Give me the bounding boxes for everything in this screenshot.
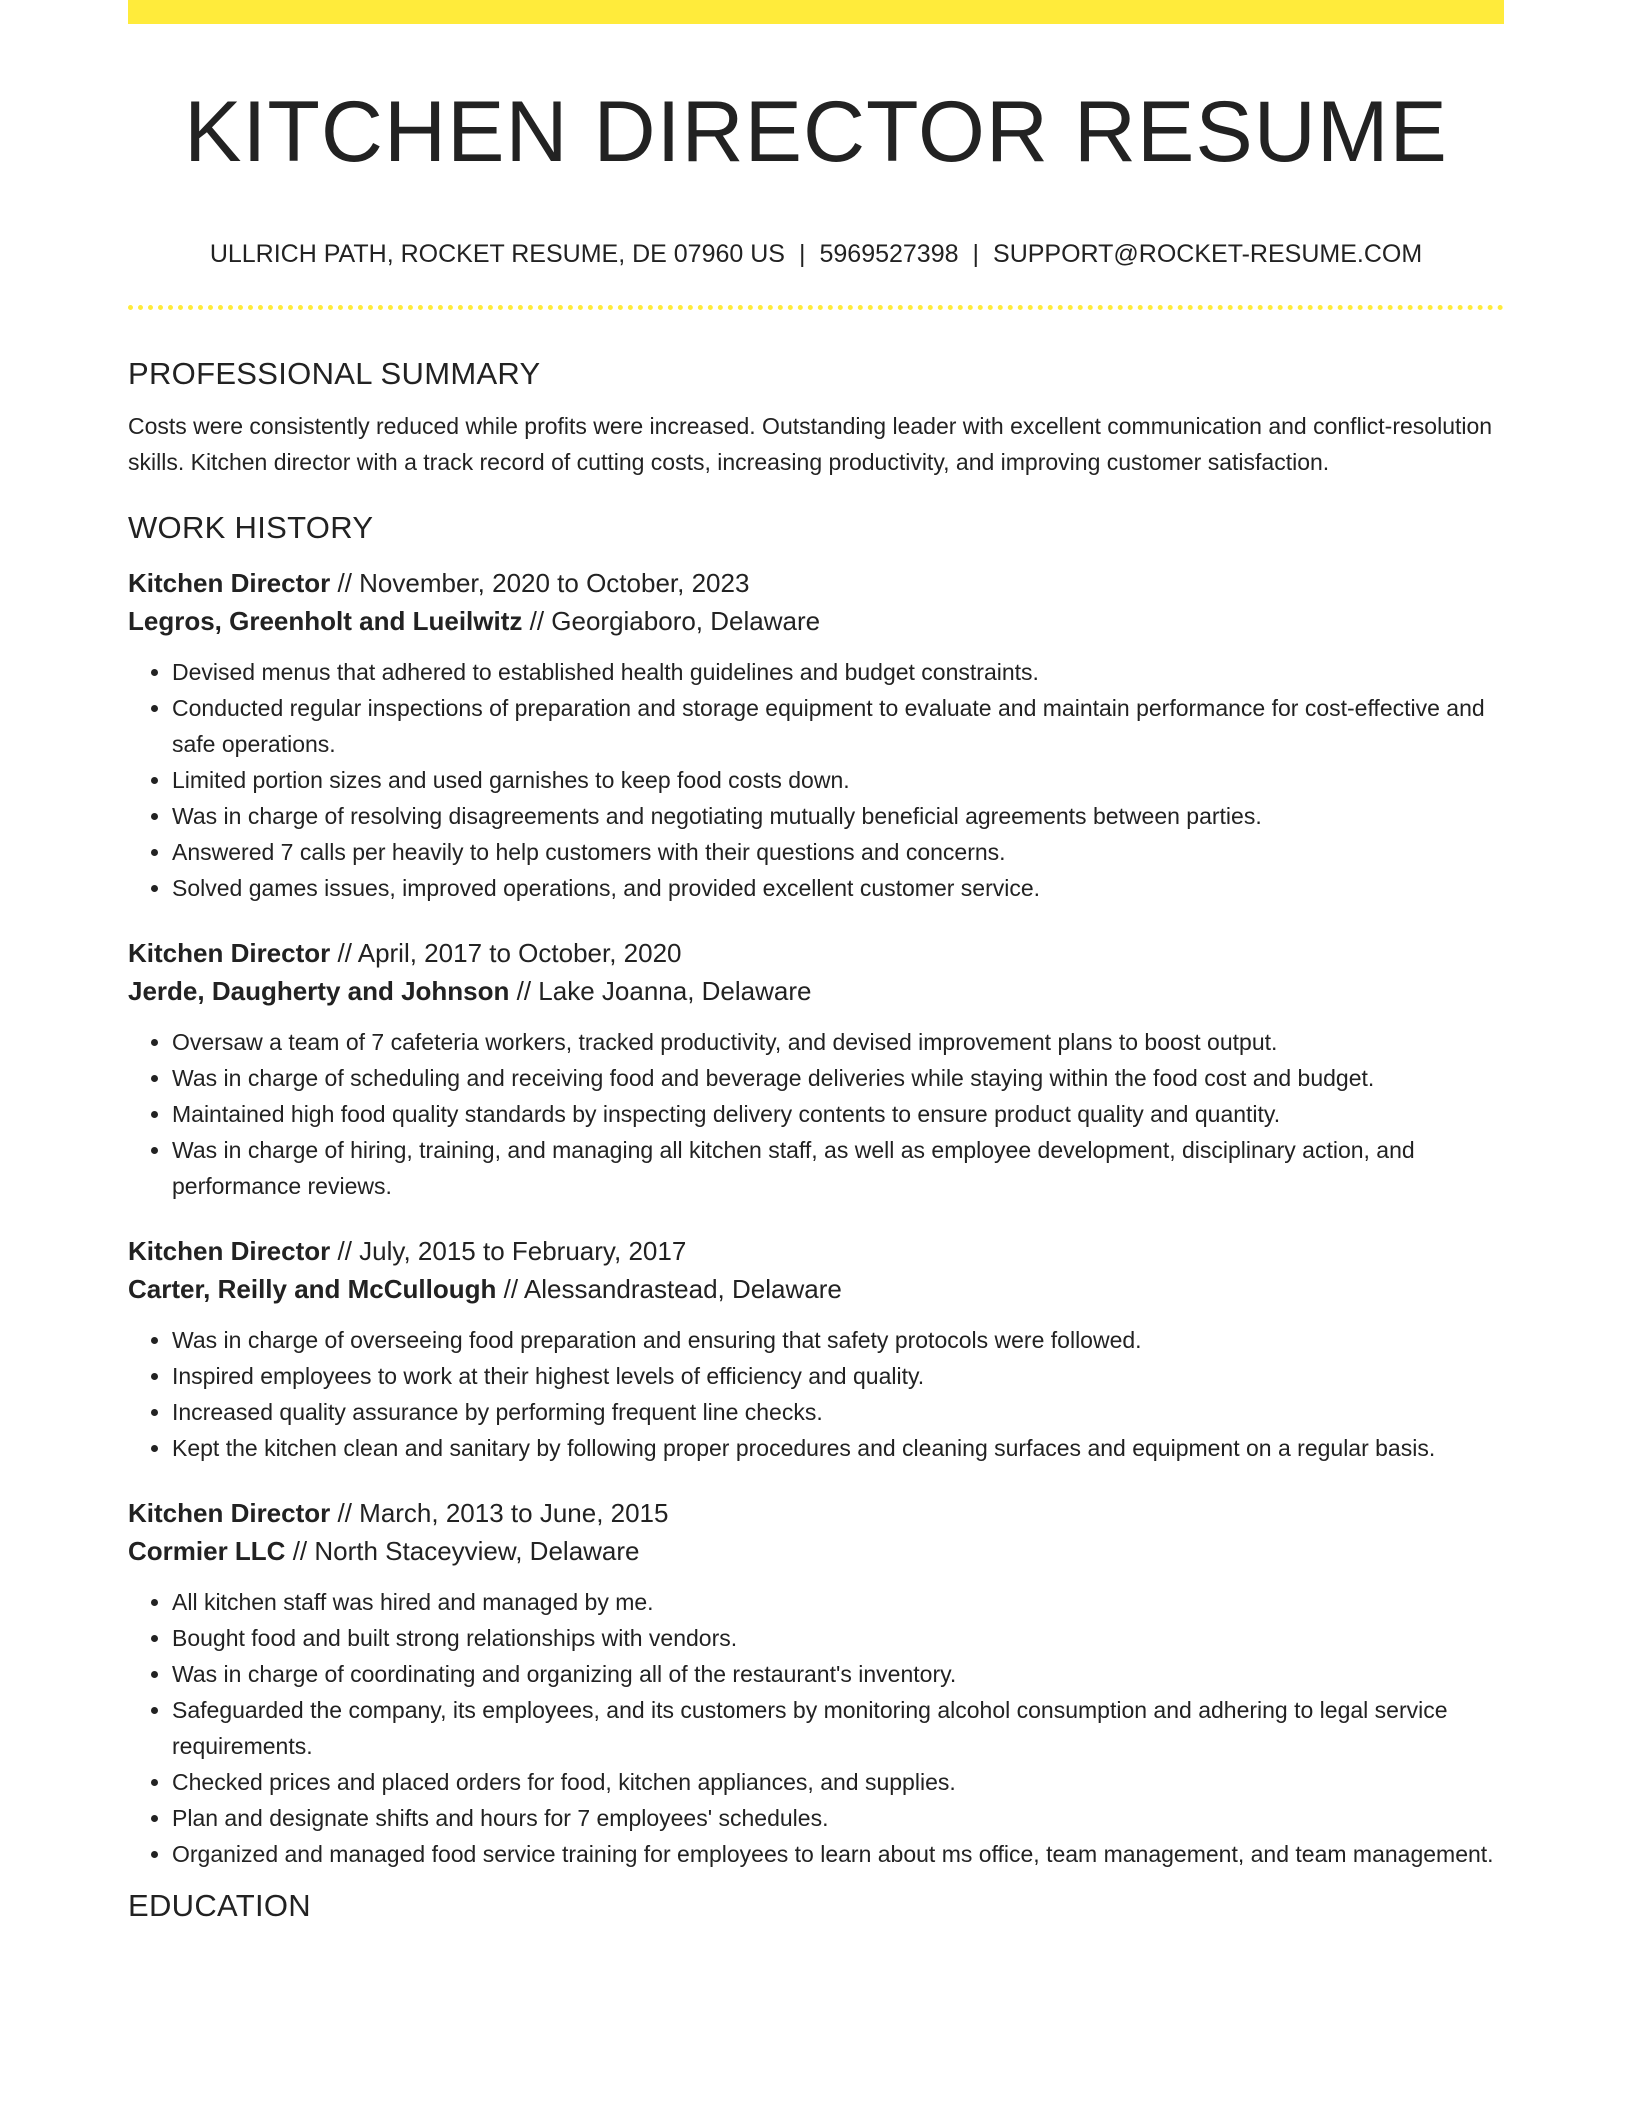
job-bullet-item: • Conducted regular inspections of preparation and storage equipment to evaluate and maintain performance for cost-effective and safe operations.: [172, 690, 1504, 762]
job-bullets: [128, 1584, 1504, 1872]
job-bullet-item: • Increased quality assurance by performing frequent line checks.: [172, 1394, 1504, 1430]
work-history-list: [128, 564, 1504, 1872]
job-company-line: [128, 1270, 1504, 1308]
job-title: Kitchen Director: [128, 1236, 331, 1266]
job-entry: [128, 1232, 1504, 1466]
job-bullet-item: • Was in charge of hiring, training, and managing all kitchen staff, as well as employee development, disciplinary action, and performance reviews.: [172, 1132, 1504, 1204]
job-bullet-item: • Solved games issues, improved operations, and provided excellent customer service.: [172, 870, 1504, 906]
job-dates: // March, 2013 to June, 2015: [330, 1498, 669, 1528]
job-company: Carter, Reilly and McCullough: [128, 1274, 497, 1304]
job-entry: [128, 934, 1504, 1204]
contact-separator: |: [798, 240, 806, 268]
job-bullet-item: • Answered 7 calls per heavily to help customers with their questions and concerns.: [172, 834, 1504, 870]
job-bullets: [128, 1322, 1504, 1466]
job-entry: [128, 564, 1504, 906]
job-company: Cormier LLC: [128, 1536, 286, 1566]
job-bullet-item: • Limited portion sizes and used garnishes to keep food costs down.: [172, 762, 1504, 798]
job-dates: // November, 2020 to October, 2023: [330, 568, 750, 598]
job-dates: // July, 2015 to February, 2017: [330, 1236, 687, 1266]
job-bullet-item: • Was in charge of overseeing food preparation and ensuring that safety protocols were followed.: [172, 1322, 1504, 1358]
contact-phone: 5969527398: [819, 240, 959, 268]
job-title-line: [128, 934, 1504, 972]
job-bullet-item: • Inspired employees to work at their highest levels of efficiency and quality.: [172, 1358, 1504, 1394]
job-bullet-item: • Bought food and built strong relationships with vendors.: [172, 1620, 1504, 1656]
accent-bar: [128, 0, 1504, 24]
job-location: // Lake Joanna, Delaware: [509, 976, 812, 1006]
work-history-heading: WORK HISTORY: [128, 510, 374, 545]
resume-content: [128, 352, 1504, 1928]
job-bullet-item: • Organized and managed food service training for employees to learn about ms office, team management, and team management.: [172, 1836, 1504, 1872]
job-bullet-item: • Was in charge of resolving disagreements and negotiating mutually beneficial agreements between parties.: [172, 798, 1504, 834]
contact-email: SUPPORT@ROCKET-RESUME.COM: [993, 240, 1423, 268]
job-bullet-item: • Kept the kitchen clean and sanitary by following proper procedures and cleaning surfaces and equipment on a regular basis.: [172, 1430, 1504, 1466]
job-bullet-item: • Safeguarded the company, its employees, and its customers by monitoring alcohol consumption and adhering to legal service requirements.: [172, 1692, 1504, 1764]
contact-line: [128, 238, 1504, 270]
job-company-line: [128, 972, 1504, 1010]
job-company-line: [128, 1532, 1504, 1570]
job-bullet-item: • Devised menus that adhered to established health guidelines and budget constraints.: [172, 654, 1504, 690]
job-location: // Alessandrastead, Delaware: [496, 1274, 842, 1304]
summary-text: Costs were consistently reduced while profits were increased. Outstanding leader with excellent communication and conflict-resolution skills. Kitchen director with a track record of cutting costs, increasing productivity, and improving customer satisfaction.: [128, 413, 1493, 475]
job-bullet-item: • Was in charge of coordinating and organizing all of the restaurant's inventory.: [172, 1656, 1504, 1692]
job-title: Kitchen Director: [128, 1498, 331, 1528]
job-title: Kitchen Director: [128, 568, 331, 598]
summary-heading: PROFESSIONAL SUMMARY: [128, 356, 541, 391]
job-title-line: [128, 564, 1504, 602]
job-bullets: [128, 1024, 1504, 1204]
job-title: Kitchen Director: [128, 938, 331, 968]
job-title-line: [128, 1494, 1504, 1532]
job-entry: [128, 1494, 1504, 1872]
job-company: Jerde, Daugherty and Johnson: [128, 976, 510, 1006]
contact-separator: |: [972, 240, 980, 268]
job-bullet-item: • Was in charge of scheduling and receiving food and beverage deliveries while staying within the food cost and budget.: [172, 1060, 1504, 1096]
job-bullet-item: • Checked prices and placed orders for food, kitchen appliances, and supplies.: [172, 1764, 1504, 1800]
job-bullet-item: • Oversaw a team of 7 cafeteria workers, tracked productivity, and devised improvement plans to boost output.: [172, 1024, 1504, 1060]
job-location: // Georgiaboro, Delaware: [522, 606, 821, 636]
job-bullets: [128, 654, 1504, 906]
dotted-divider: [128, 305, 1504, 310]
job-bullet-item: • Maintained high food quality standards by inspecting delivery contents to ensure product quality and quantity.: [172, 1096, 1504, 1132]
job-company: Legros, Greenholt and Lueilwitz: [128, 606, 523, 636]
education-heading: EDUCATION: [128, 1888, 311, 1923]
job-company-line: [128, 602, 1504, 640]
job-title-line: [128, 1232, 1504, 1270]
resume-title: KITCHEN DIRECTOR RESUME: [184, 84, 1448, 180]
job-dates: // April, 2017 to October, 2020: [330, 938, 682, 968]
contact-address: ULLRICH PATH, ROCKET RESUME, DE 07960 US: [209, 240, 785, 268]
job-location: // North Staceyview, Delaware: [285, 1536, 640, 1566]
job-bullet-item: • Plan and designate shifts and hours for 7 employees' schedules.: [172, 1800, 1504, 1836]
job-bullet-item: • All kitchen staff was hired and managed by me.: [172, 1584, 1504, 1620]
